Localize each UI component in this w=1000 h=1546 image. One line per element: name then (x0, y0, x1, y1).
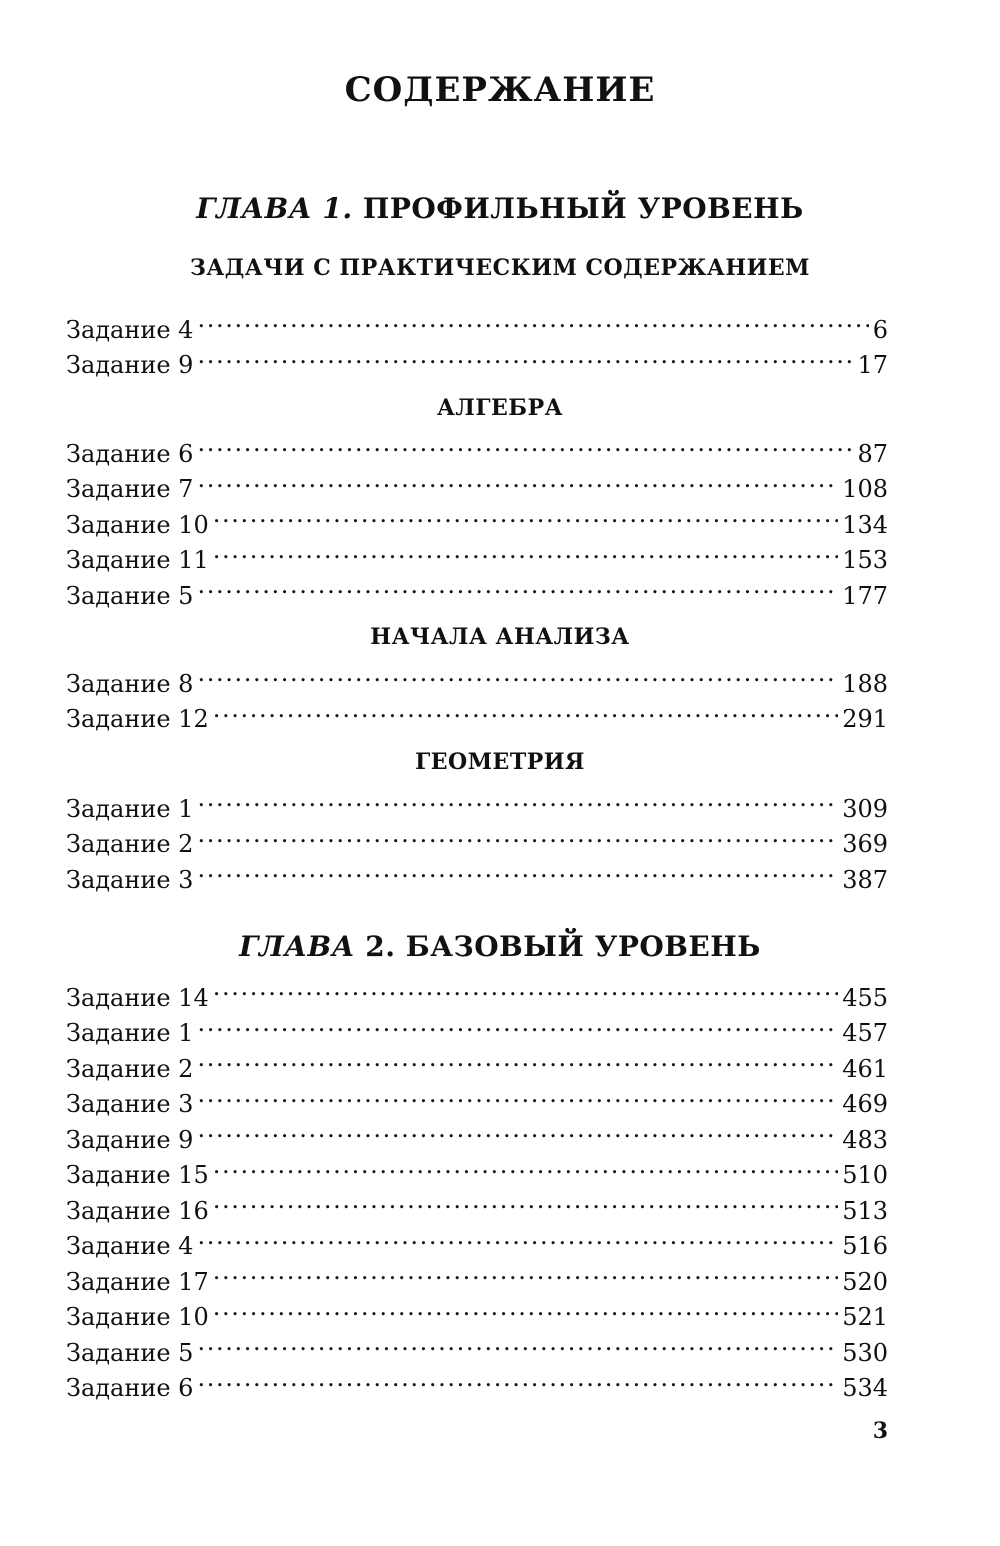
toc-entry-page: 87 (857, 439, 888, 468)
dot-leader (197, 1112, 838, 1148)
chapter-1-lead: ГЛАВА 1. (196, 192, 353, 225)
toc-entry-label: Задание 9 (66, 1125, 194, 1154)
toc-entry-label: Задание 1 (66, 1019, 194, 1047)
toc-entry-label: Задание 14 (66, 983, 209, 1012)
toc-entry[interactable] (66, 781, 888, 823)
dot-leader (213, 533, 838, 569)
toc-entry-label: Задание 17 (66, 1267, 209, 1296)
toc-entry-page: 291 (842, 705, 888, 733)
toc-entry-label: Задание 15 (66, 1161, 209, 1189)
toc-entry-label: Задание 1 (66, 794, 194, 823)
dot-leader (197, 338, 853, 374)
dot-leader (213, 1183, 838, 1219)
toc-entry-page: 530 (842, 1338, 888, 1367)
toc-entry-page: 177 (842, 581, 888, 610)
dot-leader (213, 1254, 838, 1290)
toc-entry-label: Задание 3 (66, 1090, 194, 1118)
toc-entry-page: 483 (842, 1125, 888, 1154)
dot-leader (213, 1148, 838, 1184)
toc-entry-label: Задание 4 (66, 315, 194, 344)
toc-entry-label: Задание 2 (66, 830, 194, 858)
section-heading: ЗАДАЧИ С ПРАКТИЧЕСКИМ СОДЕРЖАНИЕМ (189, 255, 811, 281)
toc-entry-page: 153 (842, 546, 888, 574)
toc-entry-label: Задание 10 (66, 1303, 209, 1331)
dot-leader (213, 692, 838, 728)
toc-section-practical (66, 302, 888, 379)
toc-entry-page: 513 (842, 1196, 888, 1225)
dot-leader (213, 497, 838, 533)
dot-leader (197, 817, 838, 853)
toc-entry-page: 6 (872, 315, 888, 344)
toc-entry-label: Задание 7 (66, 475, 194, 503)
section-heading: НАЧАЛА АНАЛИЗА (370, 624, 630, 650)
toc-entry-label: Задание 3 (66, 865, 194, 894)
toc-entry-page: 134 (842, 510, 888, 539)
toc-entry-page: 534 (842, 1374, 888, 1402)
chapter-1-name: ПРОФИЛЬНЫЙ УРОВЕНЬ (362, 192, 804, 225)
toc-entry-label: Задание 16 (66, 1196, 209, 1225)
dot-leader (197, 302, 868, 338)
dot-leader (213, 970, 838, 1006)
toc-entry-page: 17 (857, 351, 888, 379)
toc-entry-label: Задание 5 (66, 1338, 194, 1367)
toc-entry-page: 516 (842, 1232, 888, 1260)
section-heading: ГЕОМЕТРИЯ (415, 749, 585, 775)
dot-leader (197, 852, 838, 888)
chapter-2-number: 2. (365, 930, 396, 963)
toc-entry-label: Задание 4 (66, 1232, 194, 1260)
section-heading: АЛГЕБРА (436, 395, 564, 421)
dot-leader (197, 1219, 838, 1255)
toc-section-geometry (66, 781, 888, 894)
toc-entry-page: 457 (842, 1019, 888, 1047)
toc-entry-page: 188 (842, 669, 888, 698)
toc-entry-label: Задание 10 (66, 510, 209, 539)
dot-leader (213, 1290, 838, 1326)
toc-entry-page: 521 (842, 1303, 888, 1331)
toc-entry-page: 387 (842, 865, 888, 894)
toc-entry-label: Задание 8 (66, 669, 194, 698)
toc-entry-label: Задание 2 (66, 1054, 194, 1083)
chapter-2-name: БАЗОВЫЙ УРОВЕНЬ (405, 930, 761, 963)
dot-leader (197, 462, 838, 498)
toc-entry[interactable] (66, 656, 888, 698)
toc-entry[interactable] (66, 426, 888, 468)
toc-entry-label: Задание 9 (66, 351, 194, 379)
toc-entry-label: Задание 6 (66, 439, 194, 468)
toc-section-algebra (66, 426, 888, 610)
chapter-2-lead: ГЛАВА (239, 930, 356, 963)
dot-leader (197, 1361, 838, 1397)
dot-leader (197, 1325, 838, 1361)
toc-entry-page: 510 (842, 1161, 888, 1189)
dot-leader (197, 656, 838, 692)
toc-entry-page: 455 (842, 983, 888, 1012)
dot-leader (197, 781, 838, 817)
dot-leader (197, 426, 853, 462)
toc-section-analysis (66, 656, 888, 733)
toc-entry-label: Задание 6 (66, 1374, 194, 1402)
chapter-2-heading (0, 930, 1000, 963)
dot-leader (197, 1077, 838, 1113)
dot-leader (197, 1041, 838, 1077)
toc-entry-page: 369 (842, 830, 888, 858)
toc-entry-page: 461 (842, 1054, 888, 1083)
toc-entry-page: 520 (842, 1267, 888, 1296)
toc-entry-page: 108 (842, 475, 888, 503)
dot-leader (197, 568, 838, 604)
page-number: 3 (872, 1418, 888, 1444)
toc-entry-page: 469 (842, 1090, 888, 1118)
toc-entry[interactable] (66, 970, 888, 1012)
toc-entry[interactable] (66, 302, 888, 344)
toc-chapter-2 (66, 970, 888, 1402)
toc-entry-label: Задание 12 (66, 705, 209, 733)
toc-entry-page: 309 (842, 794, 888, 823)
dot-leader (197, 1006, 838, 1042)
chapter-1-heading (0, 192, 1000, 225)
toc-entry-label: Задание 11 (66, 546, 209, 574)
toc-entry-label: Задание 5 (66, 581, 194, 610)
page-title: СОДЕРЖАНИЕ (344, 70, 656, 110)
